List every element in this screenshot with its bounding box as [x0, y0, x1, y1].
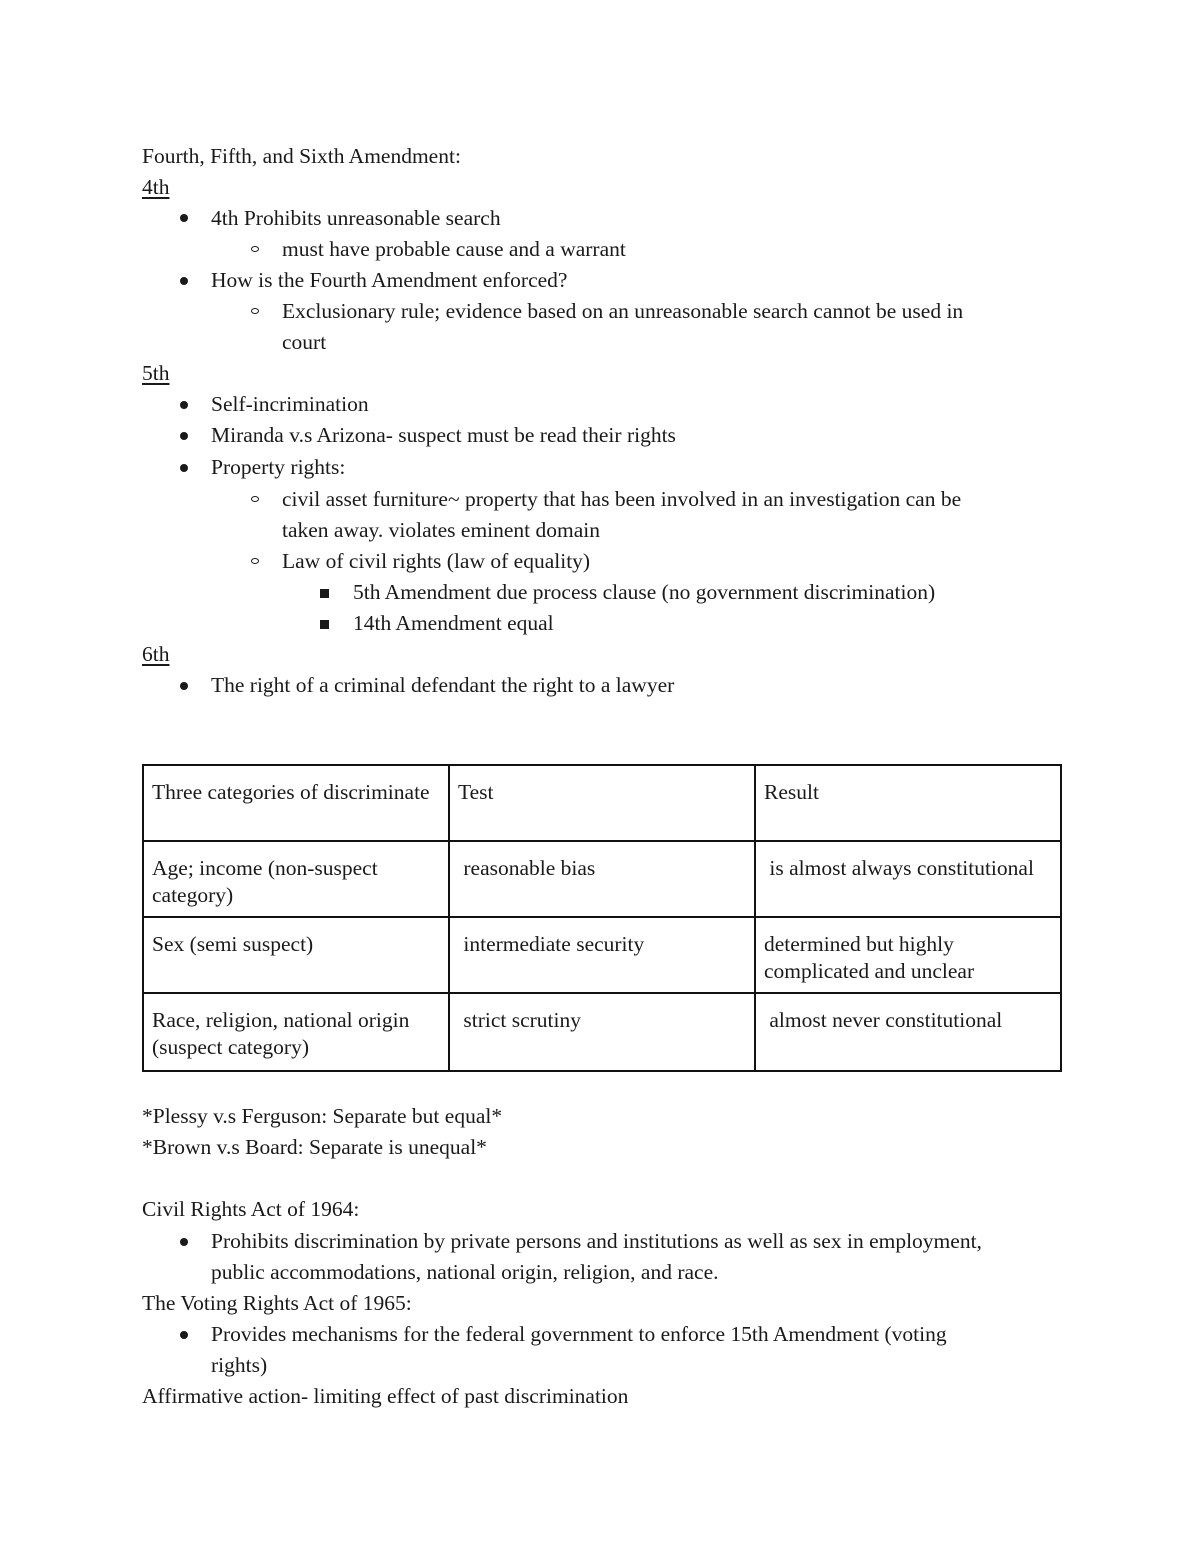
list-item: Property rights: [211, 455, 346, 479]
bullet-icon [180, 1331, 188, 1339]
list-item: Prohibits discrimination by private persons and institutions as well as sex in employment, [211, 1229, 982, 1253]
case-note: *Brown v.s Board: Separate is unequal* [142, 1135, 487, 1159]
bullet-icon [180, 1238, 188, 1246]
bullet-icon [180, 432, 188, 440]
list-item-continuation: taken away. violates eminent domain [282, 518, 601, 542]
hollow-bullet-icon [251, 308, 259, 314]
square-bullet-icon [320, 589, 329, 598]
table-cell: is almost always constitutional [755, 841, 1061, 917]
list-item: 14th Amendment equal [353, 611, 554, 635]
hollow-bullet-icon [251, 496, 259, 502]
table-row [143, 993, 1061, 1071]
hollow-bullet-icon [251, 246, 259, 252]
table-cell: intermediate security [449, 917, 755, 993]
discrimination-categories-table [142, 764, 1062, 1072]
bullet-icon [180, 401, 188, 409]
square-bullet-icon [320, 620, 329, 629]
table-cell: almost never constitutional [755, 993, 1061, 1071]
affirmative-action-note: Affirmative action- limiting effect of past discrimination [142, 1384, 629, 1408]
bullet-icon [180, 214, 188, 222]
table-row [143, 917, 1061, 993]
list-item-continuation: rights) [211, 1353, 268, 1377]
list-item-continuation: court [282, 330, 327, 354]
list-item: Law of civil rights (law of equality) [282, 549, 591, 573]
table-cell: Age; income (non-suspect category) [143, 841, 449, 917]
list-item: The right of a criminal defendant the right to a lawyer [211, 673, 675, 697]
table-header-cell: Result [755, 765, 1061, 841]
list-item: Miranda v.s Arizona- suspect must be read their rights [211, 423, 676, 447]
page-title: Fourth, Fifth, and Sixth Amendment: [142, 144, 461, 168]
list-item: How is the Fourth Amendment enforced? [211, 268, 568, 292]
list-item: civil asset furniture~ property that has been involved in an investigation can be [282, 487, 962, 511]
section-heading-4th: 4th [142, 175, 170, 199]
list-item-continuation: public accommodations, national origin, religion, and race. [211, 1260, 719, 1284]
list-item: Self-incrimination [211, 392, 369, 416]
hollow-bullet-icon [251, 558, 259, 564]
table-cell: determined but highly complicated and unclear [755, 917, 1061, 993]
table-header-cell: Three categories of discriminate [143, 765, 449, 841]
bullet-icon [180, 682, 188, 690]
section-heading-civil-rights-act: Civil Rights Act of 1964: [142, 1197, 360, 1221]
table-cell: Race, religion, national origin (suspect category) [143, 993, 449, 1071]
list-item: 4th Prohibits unreasonable search [211, 206, 501, 230]
section-heading-6th: 6th [142, 642, 170, 666]
list-item: Provides mechanisms for the federal government to enforce 15th Amendment (voting [211, 1322, 947, 1346]
bullet-icon [180, 277, 188, 285]
case-note: *Plessy v.s Ferguson: Separate but equal* [142, 1104, 503, 1128]
table-cell: reasonable bias [449, 841, 755, 917]
section-heading-voting-rights-act: The Voting Rights Act of 1965: [142, 1291, 412, 1315]
bullet-icon [180, 464, 188, 472]
list-item: Exclusionary rule; evidence based on an unreasonable search cannot be used in [282, 299, 964, 323]
table-row [143, 841, 1061, 917]
list-item: must have probable cause and a warrant [282, 237, 626, 261]
table-cell: strict scrutiny [449, 993, 755, 1071]
table-cell: Sex (semi suspect) [143, 917, 449, 993]
table-header-row [143, 765, 1061, 841]
list-item: 5th Amendment due process clause (no government discrimination) [353, 580, 936, 604]
section-heading-5th: 5th [142, 361, 170, 385]
table-header-cell: Test [449, 765, 755, 841]
